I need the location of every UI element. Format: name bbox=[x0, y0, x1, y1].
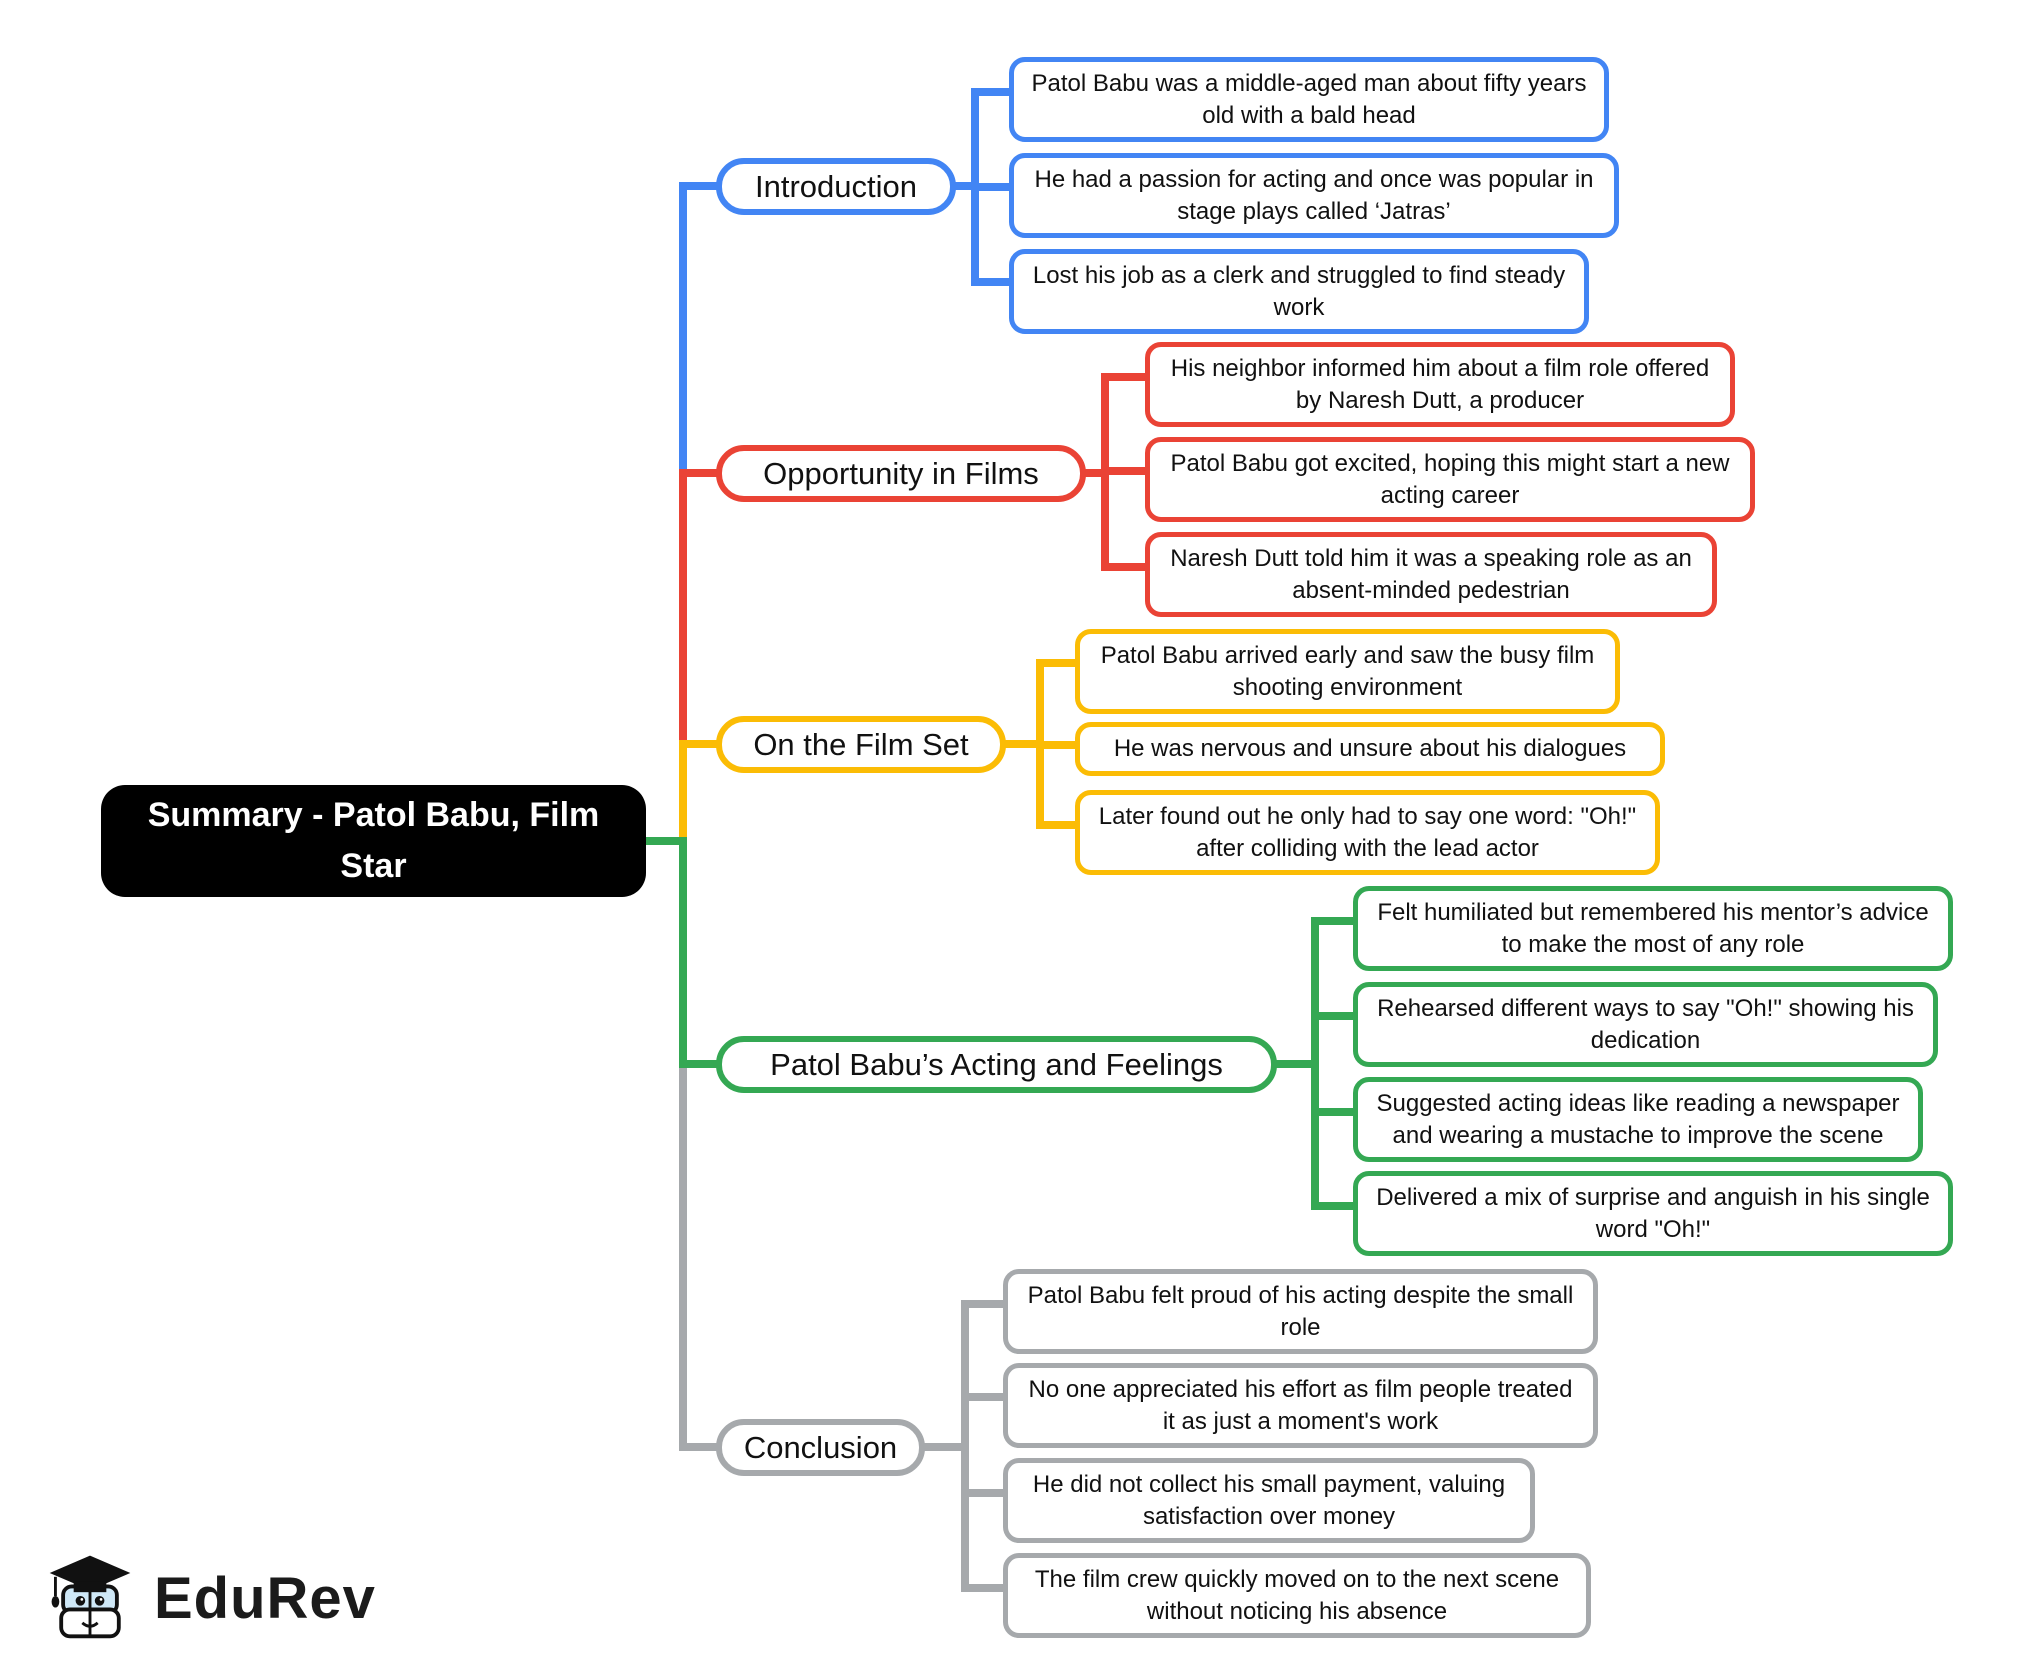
leaf-node: He was nervous and unsure about his dialogues bbox=[1075, 722, 1665, 776]
branch-node-introduction: Introduction bbox=[716, 158, 956, 215]
edurev-brand-text: EduRev bbox=[154, 1566, 376, 1631]
leaf-node: Delivered a mix of surprise and anguish in his single word "Oh!" bbox=[1353, 1171, 1953, 1256]
leaf-node: Patol Babu felt proud of his acting despite the small role bbox=[1003, 1269, 1598, 1354]
leaf-node: Patol Babu was a middle-aged man about fifty years old with a bald head bbox=[1009, 57, 1609, 142]
branch-node-film-set: On the Film Set bbox=[716, 716, 1006, 773]
branch-node-opportunity: Opportunity in Films bbox=[716, 445, 1086, 502]
leaf-node: He did not collect his small payment, valuing satisfaction over money bbox=[1003, 1458, 1535, 1543]
edurev-mascot-icon bbox=[42, 1548, 138, 1649]
central-topic-node: Summary - Patol Babu, Film Star bbox=[101, 785, 646, 897]
leaf-node: His neighbor informed him about a film role offered by Naresh Dutt, a producer bbox=[1145, 342, 1735, 427]
leaf-node: Lost his job as a clerk and struggled to find steady work bbox=[1009, 249, 1589, 334]
leaf-node: Later found out he only had to say one word: "Oh!" after colliding with the lead actor bbox=[1075, 790, 1660, 875]
leaf-node: He had a passion for acting and once was popular in stage plays called ‘Jatras’ bbox=[1009, 153, 1619, 238]
connector-acting bbox=[640, 841, 1356, 1206]
leaf-node: Felt humiliated but remembered his mentor’s advice to make the most of any role bbox=[1353, 886, 1953, 971]
leaf-node: Naresh Dutt told him it was a speaking role as an absent-minded pedestrian bbox=[1145, 532, 1717, 617]
connector-conclusion bbox=[683, 1064, 1006, 1588]
branch-node-conclusion: Conclusion bbox=[716, 1419, 925, 1476]
leaf-node: The film crew quickly moved on to the next scene without noticing his absence bbox=[1003, 1553, 1591, 1638]
leaf-node: Suggested acting ideas like reading a newspaper and wearing a mustache to improve the scene bbox=[1353, 1077, 1923, 1162]
branch-node-acting: Patol Babu’s Acting and Feelings bbox=[716, 1036, 1277, 1093]
leaf-node: Rehearsed different ways to say "Oh!" showing his dedication bbox=[1353, 982, 1938, 1067]
leaf-node: Patol Babu arrived early and saw the busy film shooting environment bbox=[1075, 629, 1620, 714]
connector-introduction bbox=[683, 92, 1012, 473]
edurev-logo[interactable] bbox=[42, 1548, 376, 1649]
leaf-node: No one appreciated his effort as film people treated it as just a moment's work bbox=[1003, 1363, 1598, 1448]
leaf-node: Patol Babu got excited, hoping this might start a new acting career bbox=[1145, 437, 1755, 522]
